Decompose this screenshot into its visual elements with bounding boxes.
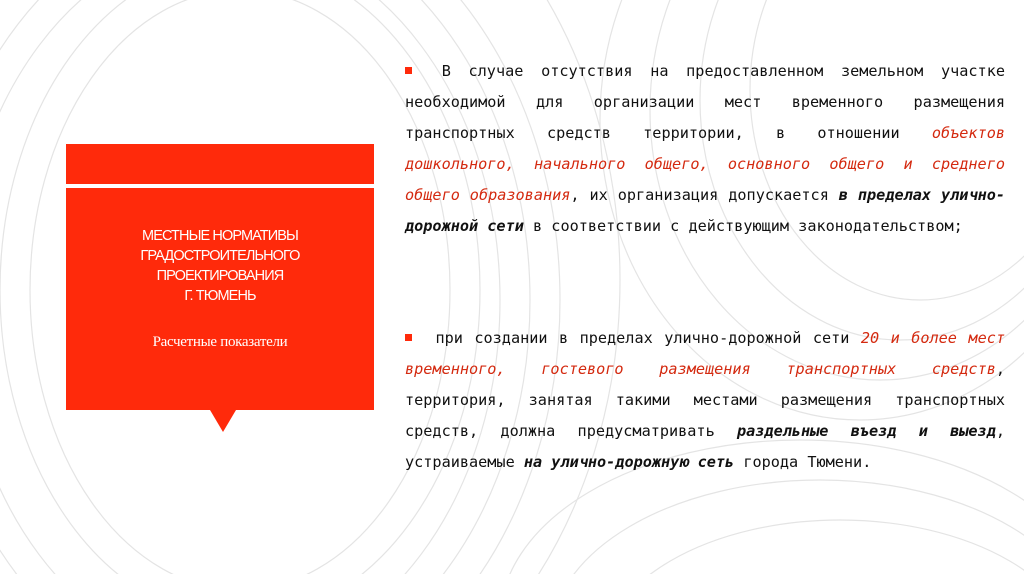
bullet-text: , устраиваемые xyxy=(405,422,1005,471)
bullet-item xyxy=(405,323,1005,478)
panel-title xyxy=(76,226,364,306)
highlighted-text: 20 и более мест временного, гостевого размещения транспортных средств xyxy=(405,329,1005,378)
bullet-square-icon xyxy=(405,334,412,341)
emphasized-text: в пределах улично-дорожной сети xyxy=(405,186,1005,235)
bullet-text: в соответствии с действующим законодательством; xyxy=(523,217,963,235)
bullet-item xyxy=(405,56,1005,242)
panel-title-line: Г. ТЮМЕНЬ xyxy=(184,288,256,304)
header-accent-bar xyxy=(66,144,374,184)
panel-subtitle: Расчетные показатели xyxy=(152,334,288,350)
panel-title-line: МЕСТНЫЕ НОРМАТИВЫ xyxy=(142,228,298,244)
highlighted-text: объектов дошкольного, начального общего, основного общего и среднего общего образования xyxy=(405,124,1005,204)
bullet-text: , их организация допускается xyxy=(570,186,839,204)
emphasized-text: на улично-дорожную сеть xyxy=(523,453,735,471)
bullet-square-icon xyxy=(405,67,412,74)
bullet-text: при создании в пределах улично-дорожной сети xyxy=(435,329,861,347)
title-panel xyxy=(66,188,374,410)
panel-title-line: ГРАДОСТРОИТЕЛЬНОГО xyxy=(140,248,300,264)
bullet-text: , территория, занятая такими местами размещения транспортных средств, должна предусматривать xyxy=(405,360,1005,440)
bullet-text: города Тюмени. xyxy=(734,453,872,471)
bullet-text: В случае отсутствия на предоставленном земельном участке необходимой для организации мест временного размещения транспортных средств территории, в отношении xyxy=(405,62,1005,142)
panel-title-line: ПРОЕКТИРОВАНИЯ xyxy=(156,268,284,284)
panel-pointer xyxy=(210,410,236,432)
emphasized-text: раздельные въезд и выезд xyxy=(737,422,996,440)
